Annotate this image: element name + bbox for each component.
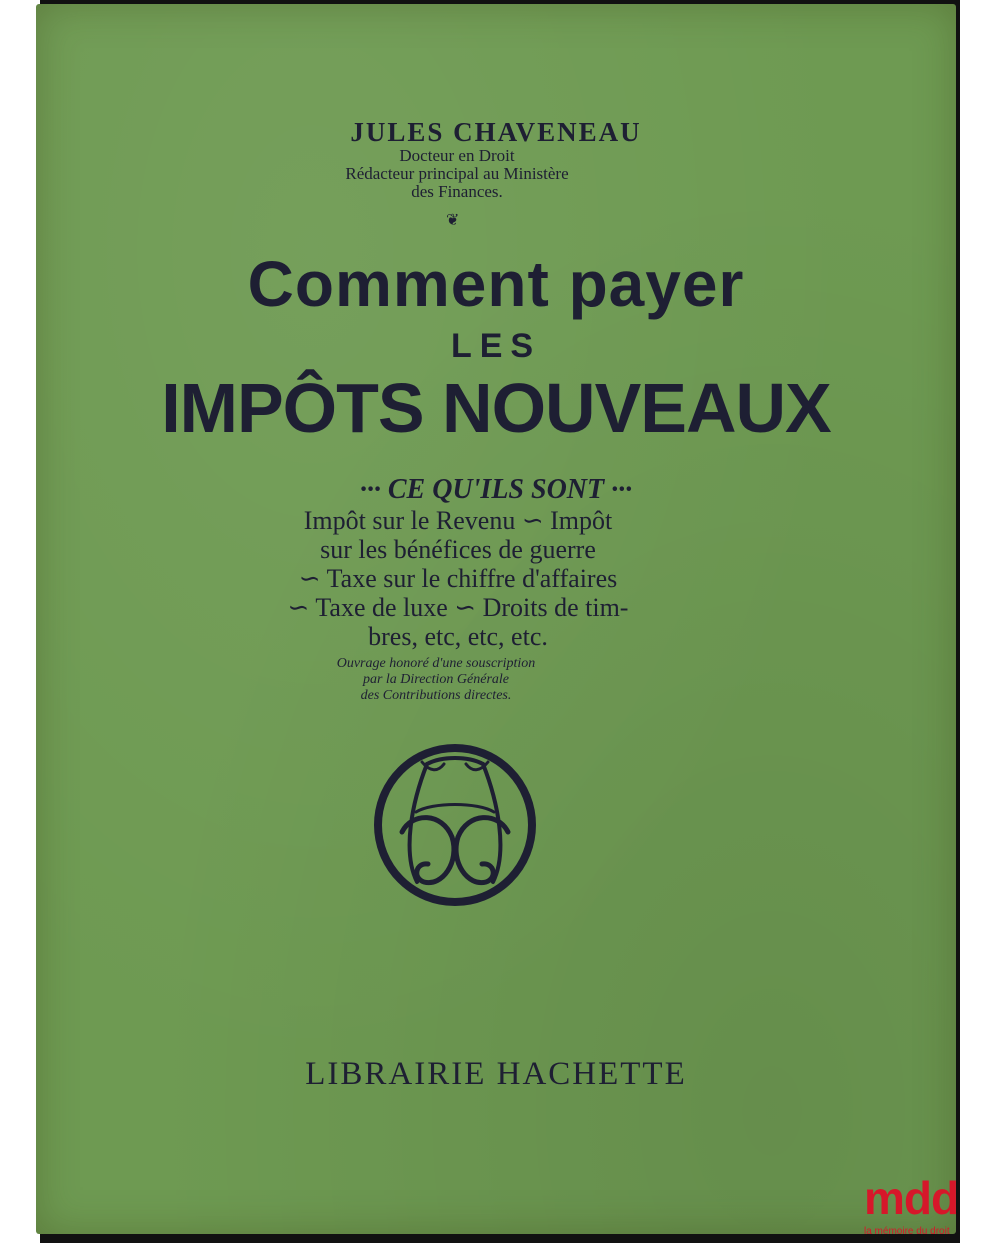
author-name: JULES CHAVENEAU xyxy=(350,117,642,147)
note-line: des Contributions directes. xyxy=(360,688,512,703)
author-credentials xyxy=(292,147,622,201)
subject-line: ∽ Taxe sur le chiffre d'affaires xyxy=(298,564,618,593)
subject-line: Impôt sur le Revenu ∽ Impôt xyxy=(303,506,613,535)
publisher-monogram-icon xyxy=(372,742,538,908)
fleuron-icon: ❦ xyxy=(446,212,460,229)
credential-line: Docteur en Droit xyxy=(399,146,515,165)
subject-line: sur les bénéfices de guerre xyxy=(320,535,596,564)
title-line-1: Comment payer xyxy=(247,248,745,320)
note-line: Ouvrage honoré d'une souscription xyxy=(336,656,536,671)
subject-line: bres, etc, etc, etc. xyxy=(368,622,548,651)
subscription-note xyxy=(0,656,896,704)
credential-line: Rédacteur principal au Ministère xyxy=(345,164,569,183)
title-line-2: LES xyxy=(450,327,542,365)
logo-tagline: la mémoire du droit xyxy=(864,1226,950,1237)
title-line-3: IMPÔTS NOUVEAUX xyxy=(161,369,831,447)
watermark-logo xyxy=(864,1172,964,1243)
subject-list xyxy=(258,506,658,651)
logo-mark: mdd xyxy=(864,1172,959,1224)
subject-line: ∽ Taxe de luxe ∽ Droits de tim- xyxy=(287,593,629,622)
publisher-name: LIBRAIRIE HACHETTE xyxy=(305,1056,687,1092)
subheading: ··· CE QU'ILS SONT ··· xyxy=(359,474,633,505)
credential-line: des Finances. xyxy=(411,182,503,201)
book-cover xyxy=(36,4,959,1234)
note-line: par la Direction Générale xyxy=(362,672,510,687)
